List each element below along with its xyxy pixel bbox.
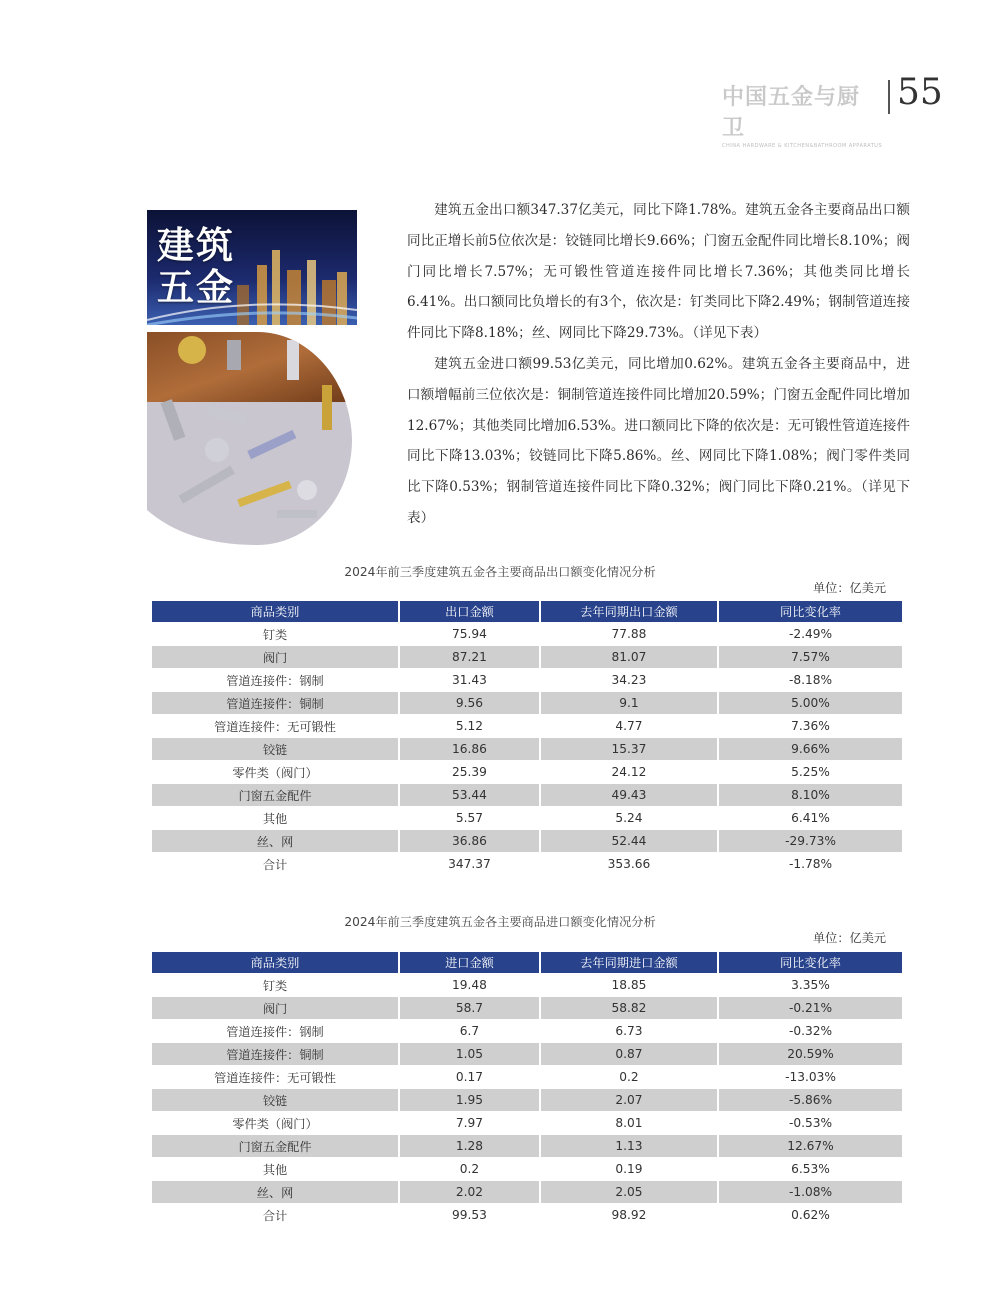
column-header: 出口金额 xyxy=(398,601,539,623)
column-header: 同比变化率 xyxy=(717,952,902,974)
table-cell: 管道连接件：钢制 xyxy=(152,669,398,692)
table-row xyxy=(152,715,902,738)
table-cell: 4.77 xyxy=(539,715,717,738)
table-cell: 25.39 xyxy=(398,761,539,784)
table-cell: 铰链 xyxy=(152,738,398,761)
table-cell: 5.12 xyxy=(398,715,539,738)
table-cell: 管道连接件：钢制 xyxy=(152,1020,398,1043)
table-cell: 31.43 xyxy=(398,669,539,692)
table-row xyxy=(152,1181,902,1204)
table-row xyxy=(152,692,902,715)
table-cell: -1.08% xyxy=(717,1181,902,1204)
table-cell: 12.67% xyxy=(717,1135,902,1158)
table-row xyxy=(152,669,902,692)
table-row xyxy=(152,997,902,1020)
table-cell: 1.95 xyxy=(398,1089,539,1112)
table-header-row xyxy=(152,601,902,623)
table-cell: 20.59% xyxy=(717,1043,902,1066)
table-cell: -0.21% xyxy=(717,997,902,1020)
table-cell: 1.13 xyxy=(539,1135,717,1158)
page-number: 55 xyxy=(897,72,943,113)
table-cell: 34.23 xyxy=(539,669,717,692)
table-cell: 7.57% xyxy=(717,646,902,669)
logo-title: 中国五金与厨卫 xyxy=(722,85,861,141)
table-cell: 77.88 xyxy=(539,623,717,646)
table-cell: 零件类（阀门） xyxy=(152,761,398,784)
table-cell: 3.35% xyxy=(717,974,902,997)
table-cell: 6.73 xyxy=(539,1020,717,1043)
table-cell: 铰链 xyxy=(152,1089,398,1112)
table-cell: 合计 xyxy=(152,1204,398,1227)
table-cell: 0.62% xyxy=(717,1204,902,1227)
table-cell: 2.07 xyxy=(539,1089,717,1112)
column-header: 去年同期出口金额 xyxy=(539,601,717,623)
table-cell: 门窗五金配件 xyxy=(152,1135,398,1158)
column-header: 商品类别 xyxy=(152,601,398,623)
table-cell: 钉类 xyxy=(152,974,398,997)
table-row xyxy=(152,623,902,646)
export-table-title: 2024年前三季度建筑五金各主要商品出口额变化情况分析 xyxy=(344,565,656,579)
import-table-unit: 单位：亿美元 xyxy=(813,931,887,945)
table-cell: 零件类（阀门） xyxy=(152,1112,398,1135)
table-cell: 阀门 xyxy=(152,997,398,1020)
table-cell: 0.19 xyxy=(539,1158,717,1181)
table-row xyxy=(152,807,902,830)
export-table xyxy=(152,601,902,876)
table-row xyxy=(152,830,902,853)
table-row xyxy=(152,974,902,997)
table-cell: 8.01 xyxy=(539,1112,717,1135)
table-cell: 18.85 xyxy=(539,974,717,997)
article-body xyxy=(407,195,910,534)
table-cell: 6.41% xyxy=(717,807,902,830)
table-cell: 16.86 xyxy=(398,738,539,761)
table-cell: 6.53% xyxy=(717,1158,902,1181)
table-cell: -2.49% xyxy=(717,623,902,646)
table-cell: 2.02 xyxy=(398,1181,539,1204)
table-row xyxy=(152,1066,902,1089)
section-hero-image xyxy=(147,210,357,545)
table-row xyxy=(152,1135,902,1158)
table-cell: -13.03% xyxy=(717,1066,902,1089)
table-row xyxy=(152,1112,902,1135)
table-cell: 8.10% xyxy=(717,784,902,807)
table-row xyxy=(152,784,902,807)
table-cell: 管道连接件：无可锻性 xyxy=(152,1066,398,1089)
table-cell: 2.05 xyxy=(539,1181,717,1204)
table-cell: 52.44 xyxy=(539,830,717,853)
table-cell: 58.7 xyxy=(398,997,539,1020)
table-cell: 6.7 xyxy=(398,1020,539,1043)
table-cell: 9.56 xyxy=(398,692,539,715)
table-cell: 99.53 xyxy=(398,1204,539,1227)
table-row xyxy=(152,646,902,669)
table-cell: 1.28 xyxy=(398,1135,539,1158)
header-divider xyxy=(888,80,890,114)
table-row xyxy=(152,1158,902,1181)
column-header: 同比变化率 xyxy=(717,601,902,623)
table-cell: -0.53% xyxy=(717,1112,902,1135)
import-table-title: 2024年前三季度建筑五金各主要商品进口额变化情况分析 xyxy=(344,915,656,929)
table-cell: 阀门 xyxy=(152,646,398,669)
table-cell: 5.25% xyxy=(717,761,902,784)
section-title-line2: 五金 xyxy=(157,265,235,309)
table-row xyxy=(152,761,902,784)
paragraph-export: 建筑五金出口额347.37亿美元，同比下降1.78%。建筑五金各主要商品出口额同比正增长前5位依次是：铰链同比增长9.66%；门窗五金配件同比增长8.10%；阀门同比增长7.57%；无可锻性管道连接件同比增长7.36%；其他类同比增长6.41%。出口额同比负增长的有3个，依次是：钉类同比下降2.49%；钢制管道连接件同比下降8.18%；丝、网同比下降29.73%。（详见下表） xyxy=(407,202,910,342)
table-cell: 347.37 xyxy=(398,853,539,876)
table-cell: 81.07 xyxy=(539,646,717,669)
table-row xyxy=(152,853,902,876)
table-row xyxy=(152,738,902,761)
paragraph-import: 建筑五金进口额99.53亿美元，同比增加0.62%。建筑五金各主要商品中，进口额增幅前三位依次是：铜制管道连接件同比增加20.59%；门窗五金配件同比增加12.67%；其他类同比增加6.53%。进口额同比下降的依次是：无可锻性管道连接件同比下降13.03%；铰链同比下降5.86%。丝、网同比下降1.08%；阀门零件类同比下降0.53%；钢制管道连接件同比下降0.32%；阀门同比下降0.21%。（详见下表） xyxy=(407,355,910,526)
logo-subtitle: CHINA HARDWARE & KITCHEN&BATHROOM APPARATUS xyxy=(722,143,883,149)
magazine-logo xyxy=(722,80,883,149)
table-cell: 7.36% xyxy=(717,715,902,738)
table-cell: 0.17 xyxy=(398,1066,539,1089)
page-header xyxy=(700,70,960,149)
table-cell: 9.66% xyxy=(717,738,902,761)
table-cell: 7.97 xyxy=(398,1112,539,1135)
table-cell: 管道连接件：铜制 xyxy=(152,1043,398,1066)
table-cell: 1.05 xyxy=(398,1043,539,1066)
table-cell: 丝、网 xyxy=(152,830,398,853)
table-cell: 0.2 xyxy=(398,1158,539,1181)
table-cell: 丝、网 xyxy=(152,1181,398,1204)
table-cell: -8.18% xyxy=(717,669,902,692)
table-cell: 5.24 xyxy=(539,807,717,830)
table-cell: 19.48 xyxy=(398,974,539,997)
column-header: 商品类别 xyxy=(152,952,398,974)
column-header: 进口金额 xyxy=(398,952,539,974)
table-cell: 5.57 xyxy=(398,807,539,830)
column-header: 去年同期进口金额 xyxy=(539,952,717,974)
table-row xyxy=(152,1204,902,1227)
table-cell: -0.32% xyxy=(717,1020,902,1043)
table-cell: 36.86 xyxy=(398,830,539,853)
table-cell: 53.44 xyxy=(398,784,539,807)
table-cell: 75.94 xyxy=(398,623,539,646)
section-title xyxy=(157,224,235,308)
table-cell: 49.43 xyxy=(539,784,717,807)
table-cell: -29.73% xyxy=(717,830,902,853)
table-cell: 钉类 xyxy=(152,623,398,646)
table-cell: 管道连接件：无可锻性 xyxy=(152,715,398,738)
table-cell: 58.82 xyxy=(539,997,717,1020)
section-title-line1: 建筑 xyxy=(157,223,235,267)
table-row xyxy=(152,1020,902,1043)
table-cell: 87.21 xyxy=(398,646,539,669)
table-cell: 管道连接件：铜制 xyxy=(152,692,398,715)
table-cell: 5.00% xyxy=(717,692,902,715)
export-table-unit: 单位：亿美元 xyxy=(813,581,887,595)
table-cell: 0.2 xyxy=(539,1066,717,1089)
table-cell: 15.37 xyxy=(539,738,717,761)
table-row xyxy=(152,1043,902,1066)
import-table xyxy=(152,952,902,1227)
table-cell: 98.92 xyxy=(539,1204,717,1227)
table-cell: 353.66 xyxy=(539,853,717,876)
table-cell: 其他 xyxy=(152,807,398,830)
table-cell: 门窗五金配件 xyxy=(152,784,398,807)
table-cell: 9.1 xyxy=(539,692,717,715)
table-header-row xyxy=(152,952,902,974)
table-cell: 其他 xyxy=(152,1158,398,1181)
table-cell: -5.86% xyxy=(717,1089,902,1112)
table-cell: 0.87 xyxy=(539,1043,717,1066)
table-cell: -1.78% xyxy=(717,853,902,876)
table-cell: 合计 xyxy=(152,853,398,876)
table-row xyxy=(152,1089,902,1112)
table-cell: 24.12 xyxy=(539,761,717,784)
